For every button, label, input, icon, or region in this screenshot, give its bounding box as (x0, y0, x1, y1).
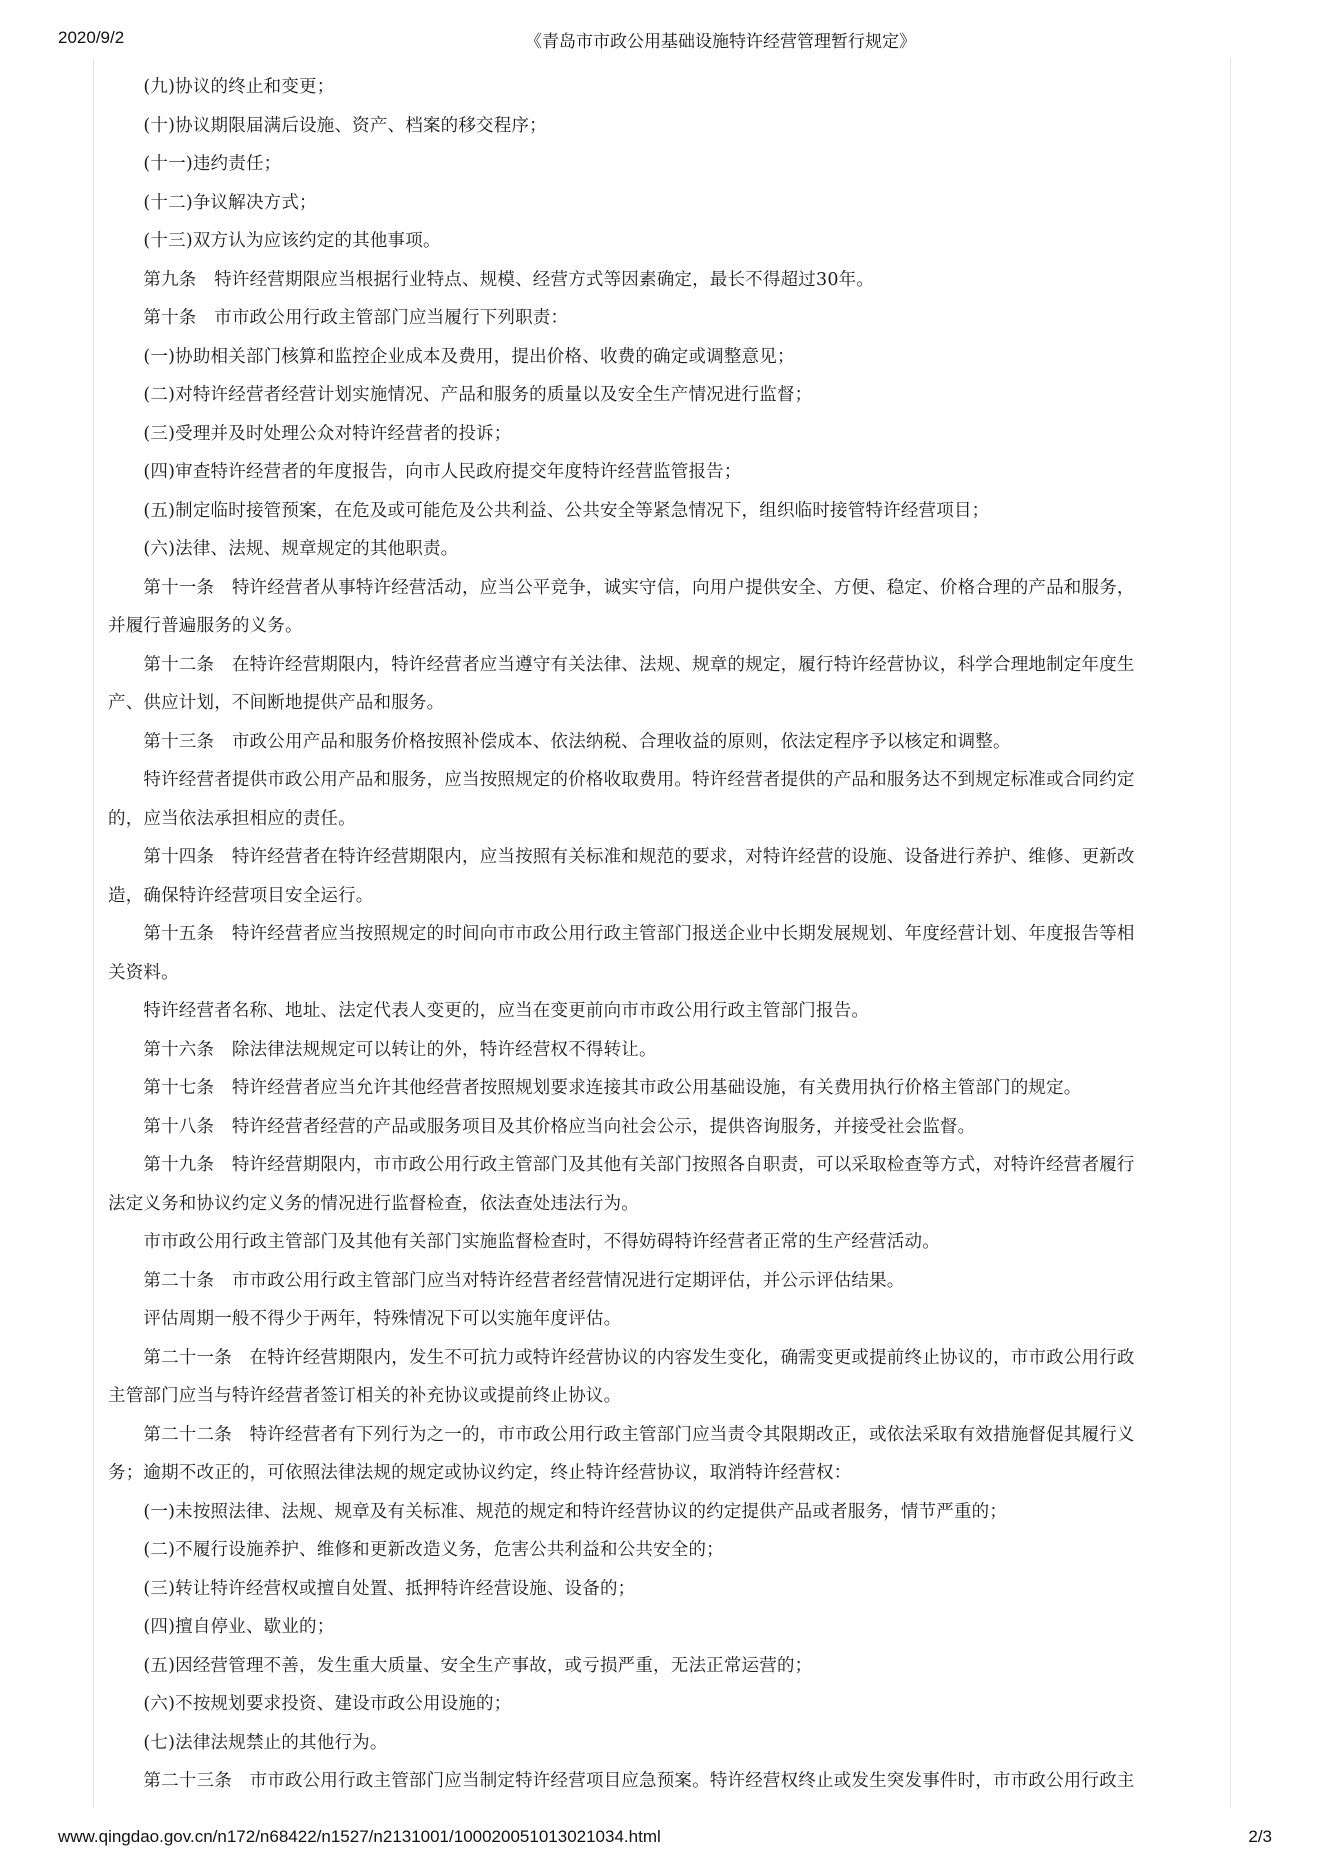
body-line: 主管部门应当与特许经营者签订相关的补充协议或提前终止协议。 (108, 1386, 622, 1406)
body-line: 第二十一条 在特许经营期限内，发生不可抗力或特许经营协议的内容发生变化，确需变更或提前终止协议的，市市政公用行政 (108, 1347, 1135, 1368)
body-line: 第十三条 市政公用产品和服务价格按照补偿成本、依法纳税、合理收益的原则，依法定程序予以核定和调整。 (108, 731, 1011, 752)
body-line: 第十九条 特许经营期限内，市市政公用行政主管部门及其他有关部门按照各自职责，可以采取检查等方式，对特许经营者履行 (108, 1155, 1135, 1175)
body-line: 评估周期一般不得少于两年，特殊情况下可以实施年度评估。 (108, 1309, 622, 1329)
document-title: 《青岛市市政公用基础设施特许经营管理暂行规定》 (525, 32, 916, 52)
body-line: 第九条 特许经营期限应当根据行业特点、规模、经营方式等因素确定，最长不得超过30年。 (108, 269, 875, 290)
body-line: (五)制定临时接管预案，在危及或可能危及公共利益、公共安全等紧急情况下，组织临时接管特许经营项目； (108, 500, 990, 521)
body-line: 第十八条 特许经营者经营的产品或服务项目及其价格应当向社会公示，提供咨询服务，并接受社会监督。 (108, 1116, 976, 1137)
body-line: (二)对特许经营者经营计划实施情况、产品和服务的质量以及安全生产情况进行监督； (108, 385, 813, 405)
body-line: (六)不按规划要求投资、建设市政公用设施的； (108, 1694, 512, 1714)
body-line: (五)因经营管理不善，发生重大质量、安全生产事故，或亏损严重，无法正常运营的； (108, 1655, 813, 1676)
page-url: www.qingdao.gov.cn/n172/n68422/n1527/n2131001/100020051013021034.html (58, 1827, 661, 1846)
body-line: 务；逾期不改正的，可依照法律法规的规定或协议约定，终止特许经营协议，取消特许经营权： (108, 1463, 852, 1483)
body-line: (九)协议的终止和变更； (108, 77, 335, 97)
body-line: (十二)争议解决方式； (108, 192, 317, 213)
body-line: 产、供应计划，不间断地提供产品和服务。 (108, 693, 445, 713)
body-line: 法定义务和协议约定义务的情况进行监督检查，依法查处违法行为。 (108, 1193, 639, 1214)
body-line: 特许经营者提供市政公用产品和服务，应当按照规定的价格收取费用。特许经营者提供的产品和服务达不到规定标准或合同约定 (108, 770, 1135, 790)
body-line: 市市政公用行政主管部门及其他有关部门实施监督检查时，不得妨碍特许经营者正常的生产经营活动。 (108, 1232, 940, 1252)
body-line: (三)转让特许经营权或擅自处置、抵押特许经营设施、设备的； (108, 1578, 636, 1599)
body-line: 造，确保特许经营项目安全运行。 (108, 885, 374, 906)
body-line: 第十二条 在特许经营期限内，特许经营者应当遵守有关法律、法规、规章的规定，履行特许经营协议，科学合理地制定年度生 (108, 654, 1135, 675)
body-line: (十一)违约责任； (108, 154, 282, 174)
body-line: (二)不履行设施养护、维修和更新改造义务，危害公共利益和公共安全的； (108, 1540, 724, 1560)
body-line: (四)审查特许经营者的年度报告，向市人民政府提交年度特许经营监管报告； (108, 462, 742, 482)
body-line: (三)受理并及时处理公众对特许经营者的投诉； (108, 423, 512, 444)
body-line: 第二十三条 市市政公用行政主管部门应当制定特许经营项目应急预案。特许经营权终止或发生突发事件时，市市政公用行政主 (108, 1771, 1135, 1791)
body-line: 第十条 市市政公用行政主管部门应当履行下列职责： (108, 308, 569, 328)
body-line: (六)法律、法规、规章规定的其他职责。 (108, 539, 459, 559)
body-line: (一)未按照法律、法规、规章及有关标准、规范的规定和特许经营协议的约定提供产品或者服务，情节严重的； (108, 1501, 1008, 1522)
body-line: 第十七条 特许经营者应当允许其他经营者按照规划要求连接其市政公用基础设施，有关费用执行价格主管部门的规定。 (108, 1078, 1082, 1098)
body-line: (四)擅自停业、歇业的； (108, 1617, 335, 1637)
body-line: 第二十二条 特许经营者有下列行为之一的，市市政公用行政主管部门应当责令其限期改正，或依法采取有效措施督促其履行义 (108, 1424, 1135, 1445)
body-line: 第十六条 除法律法规规定可以转让的外，特许经营权不得转让。 (108, 1039, 657, 1060)
body-line: 关资料。 (108, 962, 179, 983)
page-number: 2/3 (1248, 1827, 1272, 1846)
body-line: (一)协助相关部门核算和监控企业成本及费用，提出价格、收费的确定或调整意见； (108, 346, 795, 367)
body-line: 第十四条 特许经营者在特许经营期限内，应当按照有关标准和规范的要求，对特许经营的设施、设备进行养护、维修、更新改 (108, 847, 1135, 867)
body-line: (十三)双方认为应该约定的其他事项。 (108, 231, 441, 251)
body-line: 第二十条 市市政公用行政主管部门应当对特许经营者经营情况进行定期评估，并公示评估结果。 (108, 1270, 905, 1291)
body-line: 的，应当依法承担相应的责任。 (108, 808, 356, 829)
body-line: (十)协议期限届满后设施、资产、档案的移交程序； (108, 115, 547, 136)
body-line: 特许经营者名称、地址、法定代表人变更的，应当在变更前向市市政公用行政主管部门报告。 (108, 1001, 870, 1021)
print-date: 2020/9/2 (58, 28, 125, 47)
body-line: 并履行普遍服务的义务。 (108, 616, 303, 636)
body-line: 第十五条 特许经营者应当按照规定的时间向市市政公用行政主管部门报送企业中长期发展规划、年度经营计划、年度报告等相 (108, 924, 1135, 944)
body-line: 第十一条 特许经营者从事特许经营活动，应当公平竞争，诚实守信，向用户提供安全、方便、稳定、价格合理的产品和服务， (108, 577, 1135, 598)
body-line: (七)法律法规禁止的其他行为。 (108, 1732, 388, 1753)
document-body (108, 68, 1233, 1801)
